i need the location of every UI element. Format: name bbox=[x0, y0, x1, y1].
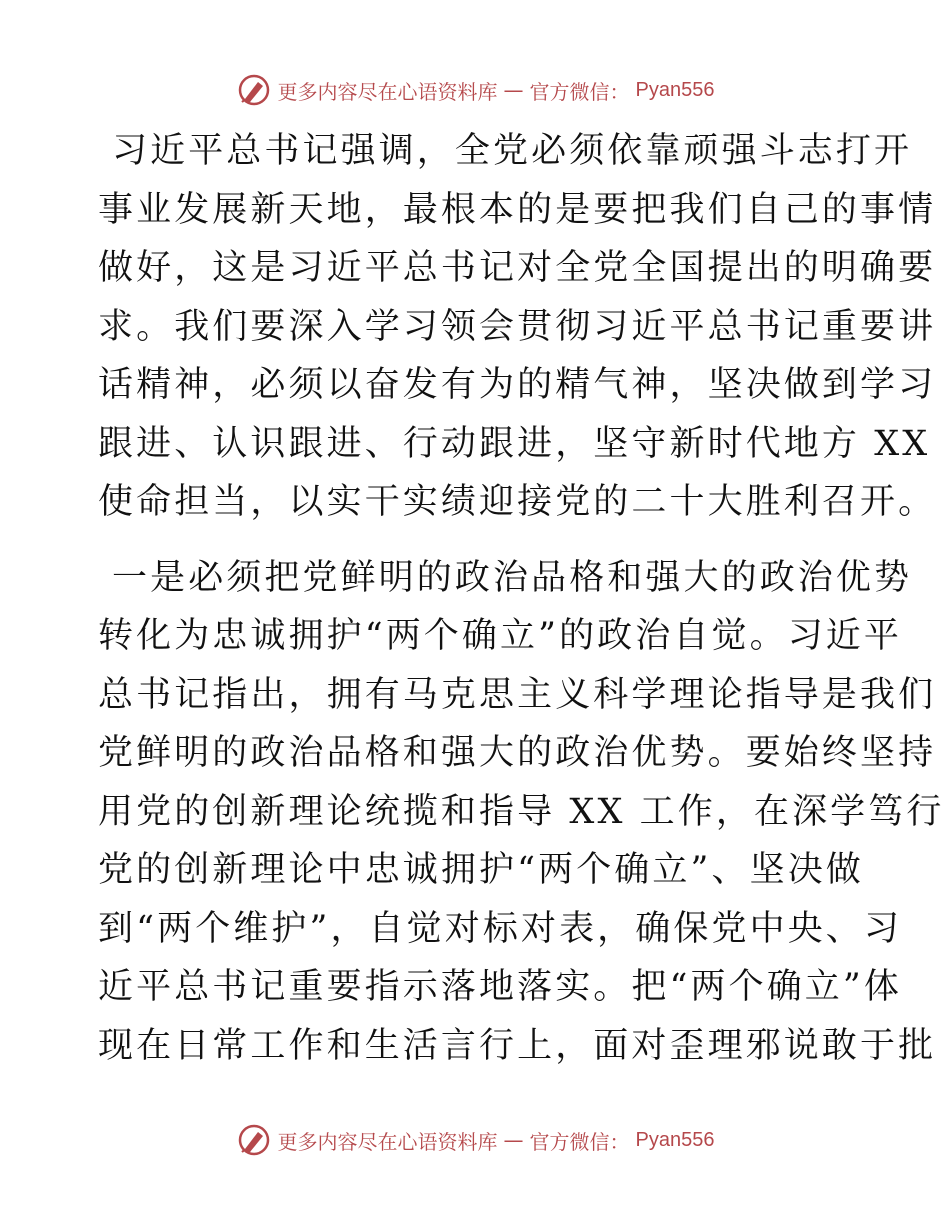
paragraph-line: 求。我们要深入学习领会贯彻习近平总书记重要讲 bbox=[98, 306, 937, 347]
paragraph-line: 事业发展新天地，最根本的是要把我们自己的事情 bbox=[98, 189, 937, 230]
paragraph-line: 近平总书记重要指示落地落实。把“两个确立”体 bbox=[98, 967, 902, 1007]
watermark-text: 更多内容尽在心语资料库 bbox=[277, 79, 498, 104]
watermark-text: 更多内容尽在心语资料库 bbox=[277, 1129, 498, 1154]
paragraph-line: 使命担当，以实干实绩迎接党的二十大胜利召开。 bbox=[98, 482, 937, 522]
watermark-wechat-label: 官方微信： bbox=[529, 1129, 630, 1154]
paragraph-line: 跟进、认识跟进、行动跟进，坚守新时代地方 XX bbox=[98, 423, 931, 464]
header-watermark bbox=[0, 70, 950, 110]
paragraph-line: 用党的创新理论统揽和指导 XX 工作，在深学笃行 bbox=[98, 791, 945, 832]
paragraph-line: 话精神，必须以奋发有为的精气神，坚决做到学习 bbox=[98, 365, 937, 405]
footer-watermark bbox=[0, 1120, 950, 1160]
paragraph-2 bbox=[98, 549, 945, 1076]
paragraph-line: 党鲜明的政治品格和强大的政治优势。要始终坚持 bbox=[98, 733, 937, 773]
paragraph-line: 一是必须把党鲜明的政治品格和强大的政治优势 bbox=[112, 557, 913, 598]
paragraph-1 bbox=[98, 122, 937, 532]
pen-circle-logo-icon bbox=[236, 72, 272, 108]
paragraph-line: 习近平总书记强调，全党必须依靠顽强斗志打开 bbox=[112, 131, 913, 171]
watermark-wechat-id: Pyan556 bbox=[635, 78, 715, 101]
watermark-dash: — bbox=[503, 1128, 524, 1152]
paragraph-line: 现在日常工作和生活言行上，面对歪理邪说敢于批 bbox=[98, 1025, 937, 1066]
watermark-dash: — bbox=[503, 78, 524, 102]
paragraph-line: 转化为忠诚拥护“两个确立”的政治自觉。习近平 bbox=[98, 616, 902, 656]
paragraph-line: 总书记指出，拥有马克思主义科学理论指导是我们 bbox=[98, 674, 937, 715]
watermark-wechat-label: 官方微信： bbox=[529, 79, 630, 104]
paragraph-line: 党的创新理论中忠诚拥护“两个确立”、坚决做 bbox=[98, 850, 864, 890]
pen-circle-logo-icon bbox=[236, 1122, 272, 1158]
paragraph-line: 做好，这是习近平总书记对全党全国提出的明确要 bbox=[98, 248, 937, 288]
document-body bbox=[98, 122, 945, 1075]
paragraph-line: 到“两个维护”，自觉对标对表，确保党中央、习 bbox=[98, 908, 902, 949]
watermark-wechat-id: Pyan556 bbox=[635, 1128, 715, 1151]
